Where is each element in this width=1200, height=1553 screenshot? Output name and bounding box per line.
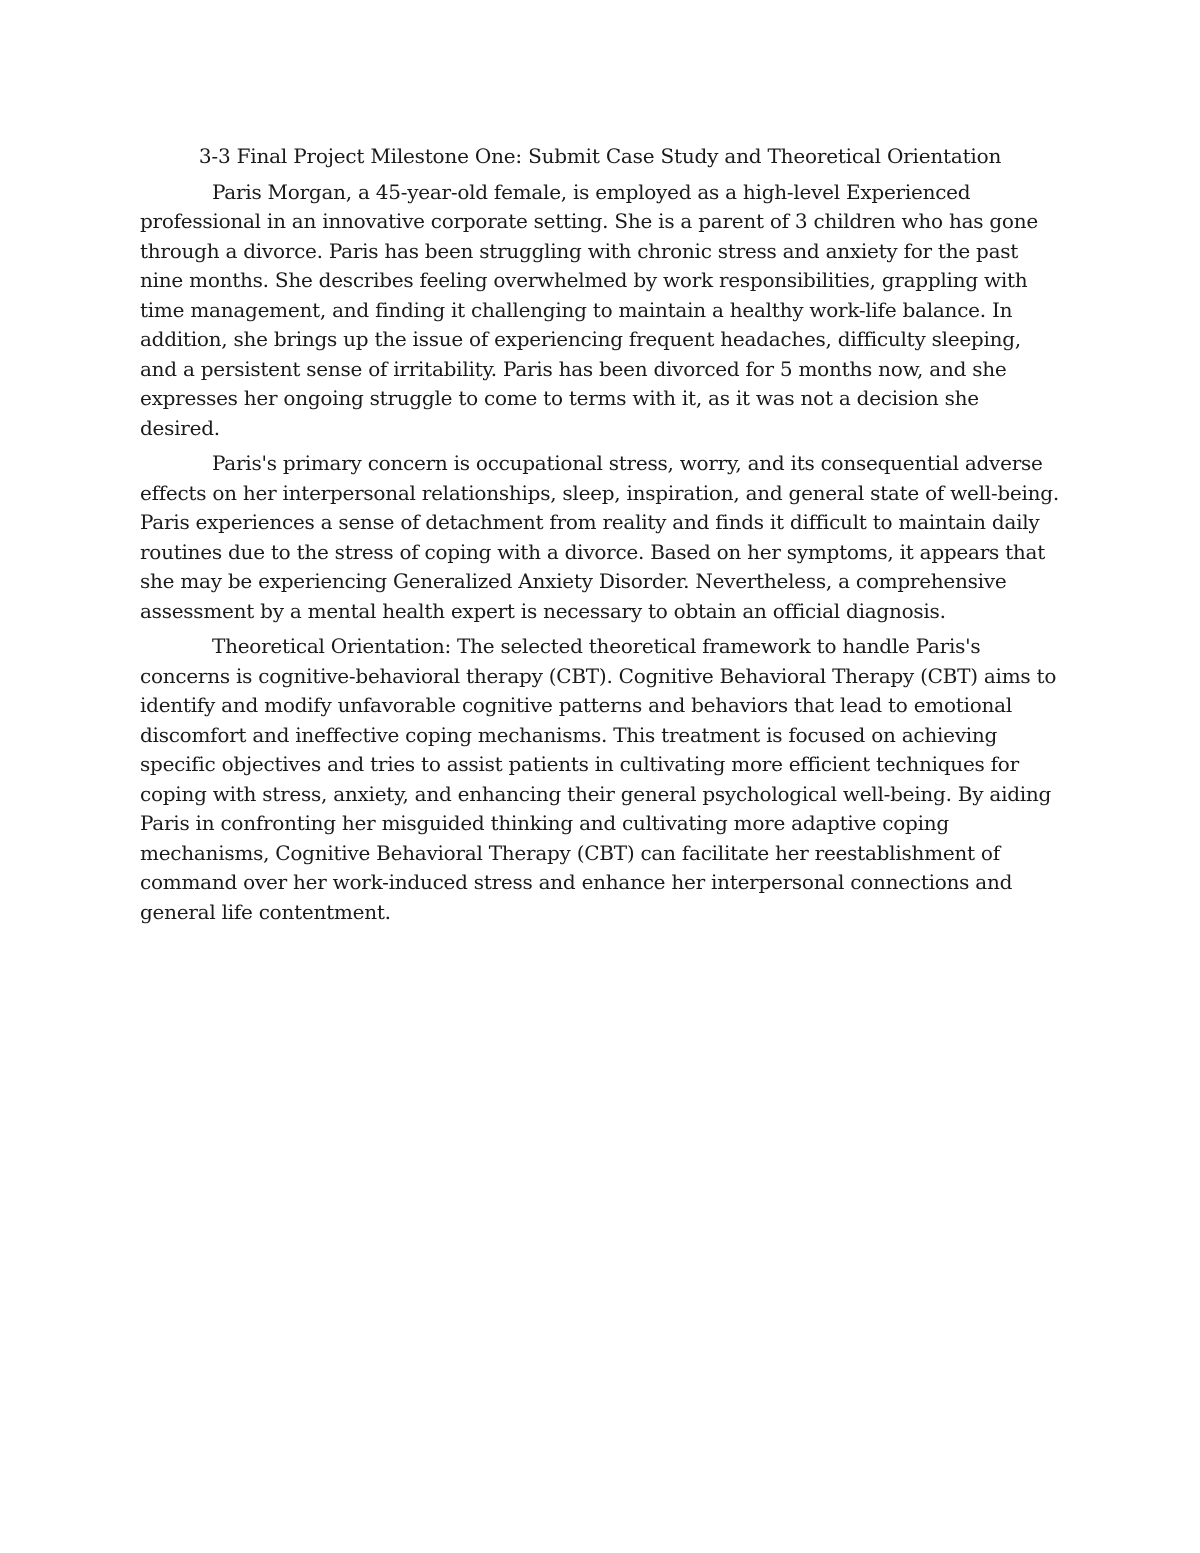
- paragraph-theoretical-orientation: Theoretical Orientation: The selected theoretical framework to handle Paris's concerns is cognitive-behavioral therapy (CBT). Cognitive Behavioral Therapy (CBT) aims to identify and modify unfavorable cognitive patterns and behaviors that lead to emotional discomfort and ineffective coping mechanisms. This treatment is focused on achieving specific objectives and tries to assist patients in cultivating more efficient techniques for coping with stress, anxiety, and enhancing their general psychological well-being. By aiding Paris in confronting her misguided thinking and cultivating more adaptive coping mechanisms, Cognitive Behavioral Therapy (CBT) can facilitate her reestablishment of command over her work-induced stress and enhance her interpersonal connections and general life contentment.: [140, 634, 1057, 924]
- document-body: [140, 142, 1060, 933]
- document-title: 3-3 Final Project Milestone One: Submit Case Study and Theoretical Orientation: [198, 144, 1002, 168]
- paragraph-case-description: Paris Morgan, a 45-year-old female, is employed as a high-level Experienced professional in an innovative corporate setting. She is a parent of 3 children who has gone through a divorce. Paris has been struggling with chronic stress and anxiety for the past nine months. She describes feeling overwhelmed by work responsibilities, grappling with time management, and finding it challenging to maintain a healthy work-life balance. In addition, she brings up the issue of experiencing frequent headaches, difficulty sleeping, and a persistent sense of irritability. Paris has been divorced for 5 months now, and she expresses her ongoing struggle to come to terms with it, as it was not a decision she desired.: [140, 179, 1038, 440]
- paragraph-primary-concern: Paris's primary concern is occupational stress, worry, and its consequential adverse effects on her interpersonal relationships, sleep, inspiration, and general state of well-being. Paris experiences a sense of detachment from reality and finds it difficult to maintain daily routines due to the stress of coping with a divorce. Based on her symptoms, it appears that she may be experiencing Generalized Anxiety Disorder. Nevertheless, a comprehensive assessment by a mental health expert is necessary to obtain an official diagnosis.: [140, 451, 1059, 623]
